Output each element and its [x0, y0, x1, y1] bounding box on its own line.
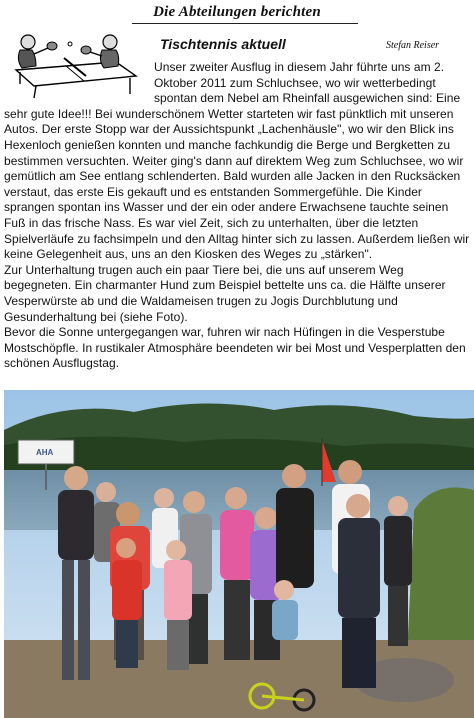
section-title: Die Abteilungen berichten [153, 4, 321, 20]
group-photo [4, 390, 474, 718]
article-title: Tischtennis aktuell [160, 36, 286, 52]
article-body [4, 60, 470, 372]
person [338, 494, 380, 688]
clipart-spacer [4, 60, 154, 102]
article-author: Stefan Reiser [386, 40, 440, 51]
sign-text: AHA [36, 448, 54, 457]
person [220, 487, 254, 660]
group-photo-illustration [4, 390, 474, 718]
person [384, 496, 412, 646]
article-paragraph: Unser zweiter Ausflug in diesem Jahr führte uns am 2. Oktober 2011 zum Schluchsee, wo wir wetterbedingt spontan dem Nebel am Rheinfall ausgewichen sind: Eine sehr gute Idee!!! Bei wunderschönem Wetter starteten wir fast pünktlich mit unseren Autos. Der erste Stopp war der Aussichtspunkt „Lachenhäusle", wo wir den Blick ins Hexenloch genießen konnten und manche fachkundig die Berge und Bergketten zu bestimmen versuchten. Weiter ging's dann auf direktem Weg zum Schluchsee, wo wir gemütlich am See entlang schlenderten. Bald wurden alle Jacken in den Rucksäcken verstaut, das erste Eis gekauft und es entstanden Sommergefühle. Die Kinder sprangen spontan ins Wasser und der ein oder andere Erwachsene tauchte seinen Fuß in das frische Nass. Es war viel Zeit, sich zu unterhalten, über die letzten Spielverläufe zu fachsimpeln und den Alltag hinter sich zu lassen. Außerdem ließen wir keine Gelegenheit aus, uns an den Kiosken des Weges zu „stärken". [4, 60, 470, 262]
article-paragraph: Zur Unterhaltung trugen auch ein paar Tiere bei, die uns auf unserem Weg begegneten. Ein charmanter Hund zum Beispiel bettelte uns ca. die Hälfte unserer Vesperwürste ab und die Waldameisen trugen zu Jogis Durchblutung und Gesunderhaltung bei (siehe Foto). [4, 262, 446, 324]
article-paragraph: Bevor die Sonne untergegangen war, fuhren wir nach Hüfingen in die Vesperstube Mostschöpfle. In rustikaler Atmosphäre beendeten wir bei Most und Vesperplatten den schönen Ausflugstag. [4, 325, 466, 371]
section-title-underline [132, 23, 358, 24]
